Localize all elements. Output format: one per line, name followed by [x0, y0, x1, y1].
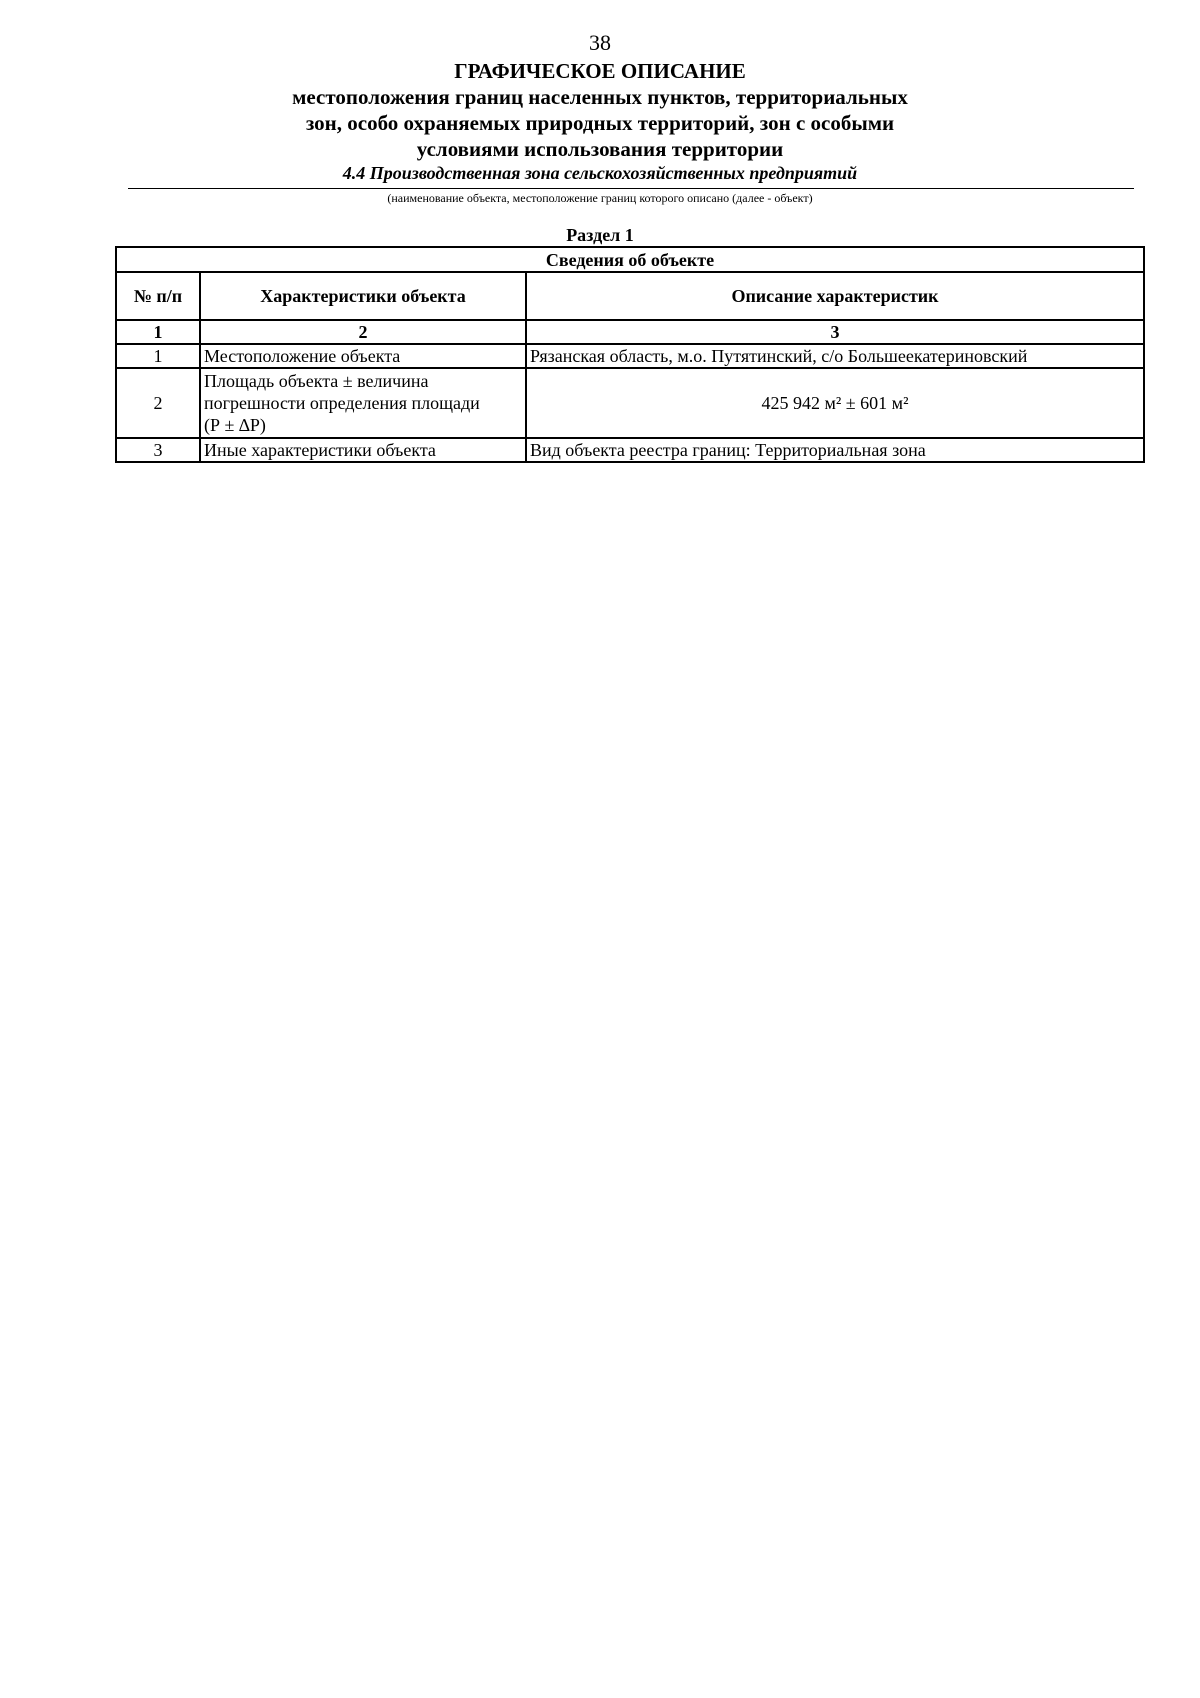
- document-subtitle-line-1: местоположения границ населенных пунктов, территориальных: [292, 85, 908, 109]
- row-3-num: 3: [116, 438, 200, 462]
- document-subtitle-line-3: условиями использования территории: [416, 137, 784, 161]
- index-col-3: 3: [526, 320, 1144, 344]
- table-row: [116, 368, 1144, 438]
- row-2-characteristic-line-2: погрешности определения площади: [204, 393, 480, 413]
- table-row: [116, 344, 1144, 368]
- row-1-num: 1: [116, 344, 200, 368]
- row-1-characteristic: Местоположение объекта: [200, 344, 526, 368]
- row-2-characteristic-line-1: Площадь объекта ± величина: [204, 371, 429, 391]
- document-title-block: [0, 58, 1200, 162]
- object-caption: (наименование объекта, местоположение границ которого описано (далее - объект): [387, 191, 813, 205]
- index-col-2: 2: [200, 320, 526, 344]
- object-info-table: [115, 246, 1145, 463]
- table-title-row: [116, 247, 1144, 272]
- row-2-num: 2: [116, 368, 200, 438]
- row-1-description: Рязанская область, м.о. Путятинский, с/о Большеекатериновский: [526, 344, 1144, 368]
- object-name: 4.4 Производственная зона сельскохозяйственных предприятий: [342, 163, 858, 183]
- table-title: Сведения об объекте: [116, 247, 1144, 272]
- row-3-description: Вид объекта реестра границ: Территориальная зона: [526, 438, 1144, 462]
- index-col-1: 1: [116, 320, 200, 344]
- table-header-row: [116, 272, 1144, 320]
- row-2-description: 425 942 м² ± 601 м²: [526, 368, 1144, 438]
- object-name-underline: [128, 188, 1134, 189]
- table-row: [116, 438, 1144, 462]
- header-num: № п/п: [116, 272, 200, 320]
- row-2-characteristic: [200, 368, 526, 438]
- header-characteristic: Характеристики объекта: [200, 272, 526, 320]
- row-2-characteristic-line-3: (Р ± ∆Р): [204, 415, 266, 435]
- section-title: Раздел 1: [566, 225, 634, 245]
- header-description: Описание характеристик: [526, 272, 1144, 320]
- table-index-row: [116, 320, 1144, 344]
- document-subtitle-line-2: зон, особо охраняемых природных территорий, зон с особыми: [305, 111, 895, 135]
- page-number: 38: [589, 30, 611, 55]
- row-3-characteristic: Иные характеристики объекта: [200, 438, 526, 462]
- document-title: ГРАФИЧЕСКОЕ ОПИСАНИЕ: [454, 59, 746, 83]
